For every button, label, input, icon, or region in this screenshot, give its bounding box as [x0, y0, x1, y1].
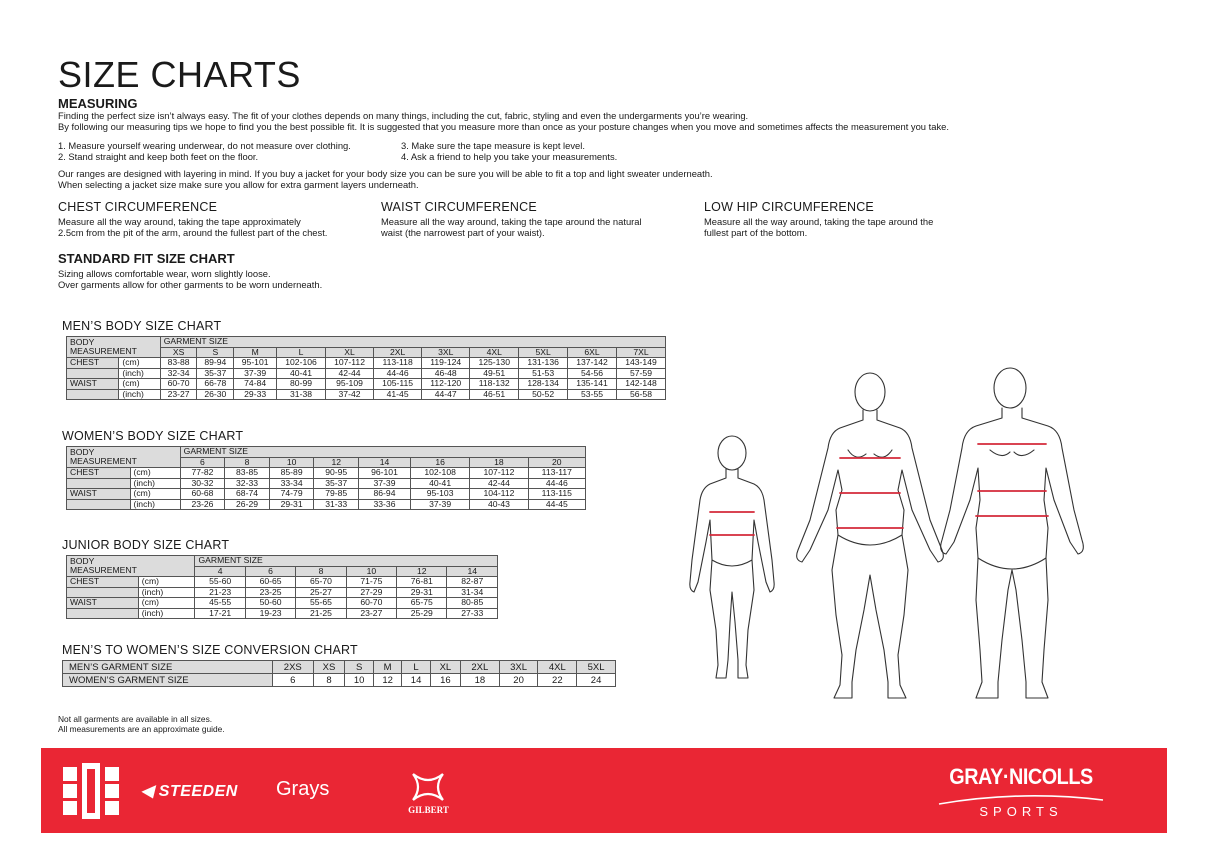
- table-cell: 119-124: [422, 358, 470, 369]
- table-cell: 26-30: [197, 389, 234, 400]
- table-cell: 55-65: [296, 598, 346, 609]
- table-cell: 56-58: [616, 389, 665, 400]
- size-label: 14: [359, 457, 411, 468]
- measure-label: [67, 587, 139, 598]
- table-cell: 102-108: [410, 468, 469, 479]
- chest-cm-row: [67, 358, 666, 369]
- gn-sports-swoosh-icon: [931, 792, 1111, 806]
- table-cell: 41-45: [374, 389, 422, 400]
- table-cell: 23-25: [245, 587, 295, 598]
- conversion-table: [62, 660, 616, 687]
- size-label: 12: [397, 566, 447, 577]
- table-cell: 107-112: [325, 358, 373, 369]
- women-size-table: [66, 446, 586, 510]
- size-label: XL: [325, 347, 373, 358]
- garment-size-header: GARMENT SIZE: [180, 447, 585, 458]
- tip-item: 3. Make sure the tape measure is kept level.: [401, 140, 585, 151]
- waist-inch-row: [67, 389, 666, 400]
- table-cell: 54-56: [568, 368, 617, 379]
- table-cell: 60-70: [346, 598, 396, 609]
- table-cell: 32-34: [160, 368, 197, 379]
- unit-label: (cm): [119, 379, 160, 390]
- table-cell: 137-142: [568, 358, 617, 369]
- size-label: L: [277, 347, 326, 358]
- size-label: 6: [180, 457, 225, 468]
- steeden-wordmark: STEEDEN: [158, 783, 238, 800]
- table-cell: 27-29: [346, 587, 396, 598]
- conversion-cell: 2XL: [460, 661, 499, 674]
- circ-line: Measure all the way around, taking the tape approximately: [58, 216, 301, 227]
- table-cell: 29-31: [269, 499, 314, 510]
- table-cell: 90-95: [314, 468, 359, 479]
- size-label: XS: [160, 347, 197, 358]
- conversion-cell: 22: [538, 674, 577, 687]
- table-cell: 17-21: [195, 608, 245, 619]
- conversion-men-label: MEN’S GARMENT SIZE: [63, 661, 273, 674]
- page-title: SIZE CHARTS: [58, 54, 301, 95]
- chest-cm-row: [67, 468, 586, 479]
- unit-label: (cm): [130, 468, 180, 479]
- table-cell: 31-33: [314, 499, 359, 510]
- size-label: 4XL: [470, 347, 519, 358]
- garment-size-header: GARMENT SIZE: [160, 337, 665, 348]
- size-label: 7XL: [616, 347, 665, 358]
- table-cell: 21-25: [296, 608, 346, 619]
- conversion-women-label: WOMEN’S GARMENT SIZE: [63, 674, 273, 687]
- unit-label: (inch): [138, 587, 195, 598]
- measure-label: WAIST: [67, 598, 139, 609]
- table-header-row: [67, 556, 498, 567]
- conversion-cell: 6: [273, 674, 313, 687]
- table-cell: 80-99: [277, 379, 326, 390]
- tips-left: [58, 140, 351, 162]
- conversion-cell: 8: [313, 674, 345, 687]
- measurement-label: MEASUREMENT: [70, 456, 137, 466]
- table-cell: 31-34: [447, 587, 498, 598]
- tips-right: [401, 140, 617, 162]
- table-cell: 37-39: [410, 499, 469, 510]
- layering-text: [58, 168, 713, 190]
- child-figure: [690, 436, 774, 678]
- size-label: 6XL: [568, 347, 617, 358]
- unit-label: (cm): [130, 489, 180, 500]
- table-cell: 77-82: [180, 468, 225, 479]
- measurement-label: MEASUREMENT: [70, 346, 137, 356]
- measure-label: CHEST: [67, 358, 119, 369]
- table-cell: 95-103: [410, 489, 469, 500]
- low-hip-circumference: [704, 202, 933, 238]
- conversion-chart-title: MEN’S TO WOMEN’S SIZE CONVERSION CHART: [62, 643, 358, 657]
- table-cell: 25-27: [296, 587, 346, 598]
- table-cell: 44-45: [528, 499, 585, 510]
- table-cell: 37-42: [325, 389, 373, 400]
- table-cell: 29-33: [234, 389, 277, 400]
- waist-circumference-title: WAIST CIRCUMFERENCE: [381, 200, 537, 214]
- size-label: 16: [410, 457, 469, 468]
- junior-chart-title: JUNIOR BODY SIZE CHART: [62, 538, 230, 552]
- table-cell: 46-51: [470, 389, 519, 400]
- tip-item: 4. Ask a friend to help you take your measurements.: [401, 151, 618, 162]
- size-label: 14: [447, 566, 498, 577]
- conversion-cell: L: [402, 661, 430, 674]
- conversion-cell: 24: [577, 674, 616, 687]
- conversion-cell: XS: [313, 661, 345, 674]
- table-cell: 45-55: [195, 598, 245, 609]
- table-cell: 65-75: [397, 598, 447, 609]
- table-cell: 71-75: [346, 577, 396, 588]
- table-cell: 82-87: [447, 577, 498, 588]
- table-cell: 55-60: [195, 577, 245, 588]
- low-hip-circumference-title: LOW HIP CIRCUMFERENCE: [704, 200, 874, 214]
- men-size-table: [66, 336, 666, 400]
- measure-label: [67, 389, 119, 400]
- size-label: M: [234, 347, 277, 358]
- table-cell: 80-85: [447, 598, 498, 609]
- steeden-logo: [141, 781, 238, 801]
- intro-line: By following our measuring tips we hope to find you the best possible fit. It is suggested that you measure more than once as your posture changes when you move and sometimes affects the measurement you take.: [58, 121, 949, 132]
- size-label: 20: [528, 457, 585, 468]
- measure-label: [67, 478, 131, 489]
- footnotes: [58, 714, 225, 734]
- unit-label: (cm): [119, 358, 160, 369]
- table-cell: 95-109: [325, 379, 373, 390]
- size-label: 6: [245, 566, 295, 577]
- size-label: 12: [314, 457, 359, 468]
- table-cell: 40-41: [410, 478, 469, 489]
- measuring-heading: MEASURING: [58, 96, 138, 111]
- grays-logo: [276, 778, 329, 801]
- gilbert-logo: [401, 770, 456, 816]
- standard-fit-line: Over garments allow for other garments to be worn underneath.: [58, 279, 323, 290]
- table-cell: 113-118: [374, 358, 422, 369]
- table-cell: 143-149: [616, 358, 665, 369]
- standard-fit-line: Sizing allows comfortable wear, worn slightly loose.: [58, 268, 271, 279]
- body-figures-illustration: [680, 360, 1100, 710]
- measure-label: WAIST: [67, 379, 119, 390]
- table-cell: 128-134: [519, 379, 568, 390]
- unit-label: (inch): [119, 368, 160, 379]
- table-header-row: [67, 337, 666, 348]
- conversion-cell: 4XL: [538, 661, 577, 674]
- steeden-swoosh-icon: ◀: [141, 783, 154, 800]
- junior-size-table: [66, 555, 498, 619]
- table-cell: 85-89: [269, 468, 314, 479]
- conversion-women-row: [63, 674, 616, 687]
- table-cell: 113-117: [528, 468, 585, 479]
- unit-label: (inch): [130, 478, 180, 489]
- table-cell: 40-41: [277, 368, 326, 379]
- table-cell: 68-74: [225, 489, 270, 500]
- table-cell: 57-59: [616, 368, 665, 379]
- women-chart-title: WOMEN’S BODY SIZE CHART: [62, 429, 244, 443]
- conversion-cell: 18: [460, 674, 499, 687]
- table-cell: 35-37: [197, 368, 234, 379]
- table-cell: 19-23: [245, 608, 295, 619]
- table-cell: 60-65: [245, 577, 295, 588]
- table-cell: 74-79: [269, 489, 314, 500]
- table-cell: 21-23: [195, 587, 245, 598]
- table-cell: 102-106: [277, 358, 326, 369]
- brand-banner: [41, 748, 1167, 833]
- gn-sports-subtitle: SPORTS: [979, 804, 1063, 819]
- table-cell: 42-44: [470, 478, 528, 489]
- circ-line: waist (the narrowest part of your waist).: [381, 227, 545, 238]
- table-cell: 95-101: [234, 358, 277, 369]
- table-cell: 131-136: [519, 358, 568, 369]
- gn-sports-wordmark: GRAY·NICOLLS: [949, 764, 1093, 789]
- table-cell: 44-46: [528, 478, 585, 489]
- table-cell: 42-44: [325, 368, 373, 379]
- footnote: All measurements are an approximate guide.: [58, 724, 225, 734]
- table-cell: 23-26: [180, 499, 225, 510]
- table-cell: 112-120: [422, 379, 470, 390]
- table-cell: 76-81: [397, 577, 447, 588]
- chest-inch-row: [67, 478, 586, 489]
- table-cell: 118-132: [470, 379, 519, 390]
- circ-line: fullest part of the bottom.: [704, 227, 808, 238]
- man-figure: [941, 368, 1084, 698]
- men-chart-title: MEN’S BODY SIZE CHART: [62, 319, 222, 333]
- table-cell: 113-115: [528, 489, 585, 500]
- conversion-men-row: [63, 661, 616, 674]
- table-cell: 44-46: [374, 368, 422, 379]
- table-cell: 65-70: [296, 577, 346, 588]
- table-cell: 142-148: [616, 379, 665, 390]
- chest-cm-row: [67, 577, 498, 588]
- conversion-cell: S: [345, 661, 373, 674]
- size-label: 5XL: [519, 347, 568, 358]
- woman-figure: [797, 373, 944, 698]
- size-label: 3XL: [422, 347, 470, 358]
- chest-inch-row: [67, 368, 666, 379]
- table-cell: 26-29: [225, 499, 270, 510]
- table-cell: 51-53: [519, 368, 568, 379]
- table-cell: 60-70: [160, 379, 197, 390]
- table-cell: 86-94: [359, 489, 411, 500]
- gray-nicolls-logo: [63, 763, 119, 819]
- table-cell: 30-32: [180, 478, 225, 489]
- table-cell: 35-37: [314, 478, 359, 489]
- waist-cm-row: [67, 379, 666, 390]
- table-cell: 29-31: [397, 587, 447, 598]
- conversion-cell: M: [373, 661, 401, 674]
- table-cell: 83-85: [225, 468, 270, 479]
- waist-inch-row: [67, 608, 498, 619]
- table-cell: 96-101: [359, 468, 411, 479]
- table-cell: 53-55: [568, 389, 617, 400]
- table-cell: 50-60: [245, 598, 295, 609]
- size-label: 4: [195, 566, 245, 577]
- table-cell: 31-38: [277, 389, 326, 400]
- measuring-intro: [58, 110, 949, 132]
- footnote: Not all garments are available in all sizes.: [58, 714, 213, 724]
- circ-line: Measure all the way around, taking the tape around the: [704, 216, 934, 227]
- table-cell: 44-47: [422, 389, 470, 400]
- waist-inch-row: [67, 499, 586, 510]
- conversion-cell: 10: [345, 674, 373, 687]
- unit-label: (inch): [119, 389, 160, 400]
- waist-circumference: [381, 202, 642, 238]
- size-label: 2XL: [374, 347, 422, 358]
- standard-fit-text: [58, 268, 322, 290]
- grays-wordmark: Grays: [276, 778, 330, 800]
- table-cell: 125-130: [470, 358, 519, 369]
- size-label: S: [197, 347, 234, 358]
- table-cell: 60-68: [180, 489, 225, 500]
- table-cell: 33-36: [359, 499, 411, 510]
- conversion-cell: XL: [430, 661, 460, 674]
- conversion-cell: 16: [430, 674, 460, 687]
- standard-fit-heading: STANDARD FIT SIZE CHART: [58, 251, 235, 266]
- table-cell: 83-88: [160, 358, 197, 369]
- conversion-cell: 14: [402, 674, 430, 687]
- conversion-cell: 3XL: [499, 661, 538, 674]
- circ-line: Measure all the way around, taking the tape around the natural: [381, 216, 642, 227]
- table-cell: 66-78: [197, 379, 234, 390]
- table-cell: 37-39: [359, 478, 411, 489]
- tip-item: 1. Measure yourself wearing underwear, do not measure over clothing.: [58, 140, 351, 151]
- chest-inch-row: [67, 587, 498, 598]
- size-label: 8: [225, 457, 270, 468]
- table-cell: 37-39: [234, 368, 277, 379]
- unit-label: (cm): [138, 598, 195, 609]
- chest-circumference: [58, 202, 327, 238]
- measure-label: WAIST: [67, 489, 131, 500]
- waist-cm-row: [67, 489, 586, 500]
- gray-nicolls-sports-logo: [931, 764, 1111, 824]
- measure-label: [67, 608, 139, 619]
- circ-line: 2.5cm from the pit of the arm, around the fullest part of the chest.: [58, 227, 328, 238]
- table-cell: 23-27: [160, 389, 197, 400]
- body-measurement-header: [67, 556, 195, 577]
- body-label: BODY: [70, 446, 95, 457]
- unit-label: (inch): [130, 499, 180, 510]
- table-cell: 27-33: [447, 608, 498, 619]
- table-cell: 23-27: [346, 608, 396, 619]
- conversion-cell: 2XS: [273, 661, 313, 674]
- body-label: BODY: [70, 555, 95, 566]
- size-label: 10: [269, 457, 314, 468]
- table-cell: 46-48: [422, 368, 470, 379]
- intro-line: Finding the perfect size isn’t always easy. The fit of your clothes depends on many things, including the cut, fabric, styling and even the undergarments you’re wearing.: [58, 110, 749, 121]
- table-cell: 107-112: [470, 468, 528, 479]
- measure-label: CHEST: [67, 468, 131, 479]
- chest-circumference-title: CHEST CIRCUMFERENCE: [58, 200, 218, 214]
- tip-item: 2. Stand straight and keep both feet on the floor.: [58, 151, 259, 162]
- measure-label: [67, 368, 119, 379]
- conversion-cell: 5XL: [577, 661, 616, 674]
- layering-line: Our ranges are designed with layering in mind. If you buy a jacket for your body size you can be sure you will be able to fit a top and light sweater underneath.: [58, 168, 713, 179]
- table-cell: 50-52: [519, 389, 568, 400]
- waist-cm-row: [67, 598, 498, 609]
- table-cell: 74-84: [234, 379, 277, 390]
- measurement-label: MEASUREMENT: [70, 565, 137, 575]
- conversion-cell: 12: [373, 674, 401, 687]
- table-cell: 33-34: [269, 478, 314, 489]
- size-label: 8: [296, 566, 346, 577]
- table-cell: 49-51: [470, 368, 519, 379]
- table-header-row: [67, 447, 586, 458]
- table-cell: 40-43: [470, 499, 528, 510]
- body-label: BODY: [70, 336, 95, 347]
- table-cell: 32-33: [225, 478, 270, 489]
- table-cell: 104-112: [470, 489, 528, 500]
- table-cell: 79-85: [314, 489, 359, 500]
- gilbert-wordmark: GILBERT: [408, 805, 449, 815]
- table-cell: 135-141: [568, 379, 617, 390]
- size-label: 18: [470, 457, 528, 468]
- measure-label: CHEST: [67, 577, 139, 588]
- size-label: 10: [346, 566, 396, 577]
- unit-label: (inch): [138, 608, 195, 619]
- table-cell: 105-115: [374, 379, 422, 390]
- garment-size-header: GARMENT SIZE: [195, 556, 498, 567]
- measure-label: [67, 499, 131, 510]
- table-cell: 89-94: [197, 358, 234, 369]
- body-measurement-header: [67, 447, 181, 468]
- table-cell: 25-29: [397, 608, 447, 619]
- layering-line: When selecting a jacket size make sure you allow for extra garment layers underneath.: [58, 179, 419, 190]
- body-measurement-header: [67, 337, 161, 358]
- conversion-cell: 20: [499, 674, 538, 687]
- unit-label: (cm): [138, 577, 195, 588]
